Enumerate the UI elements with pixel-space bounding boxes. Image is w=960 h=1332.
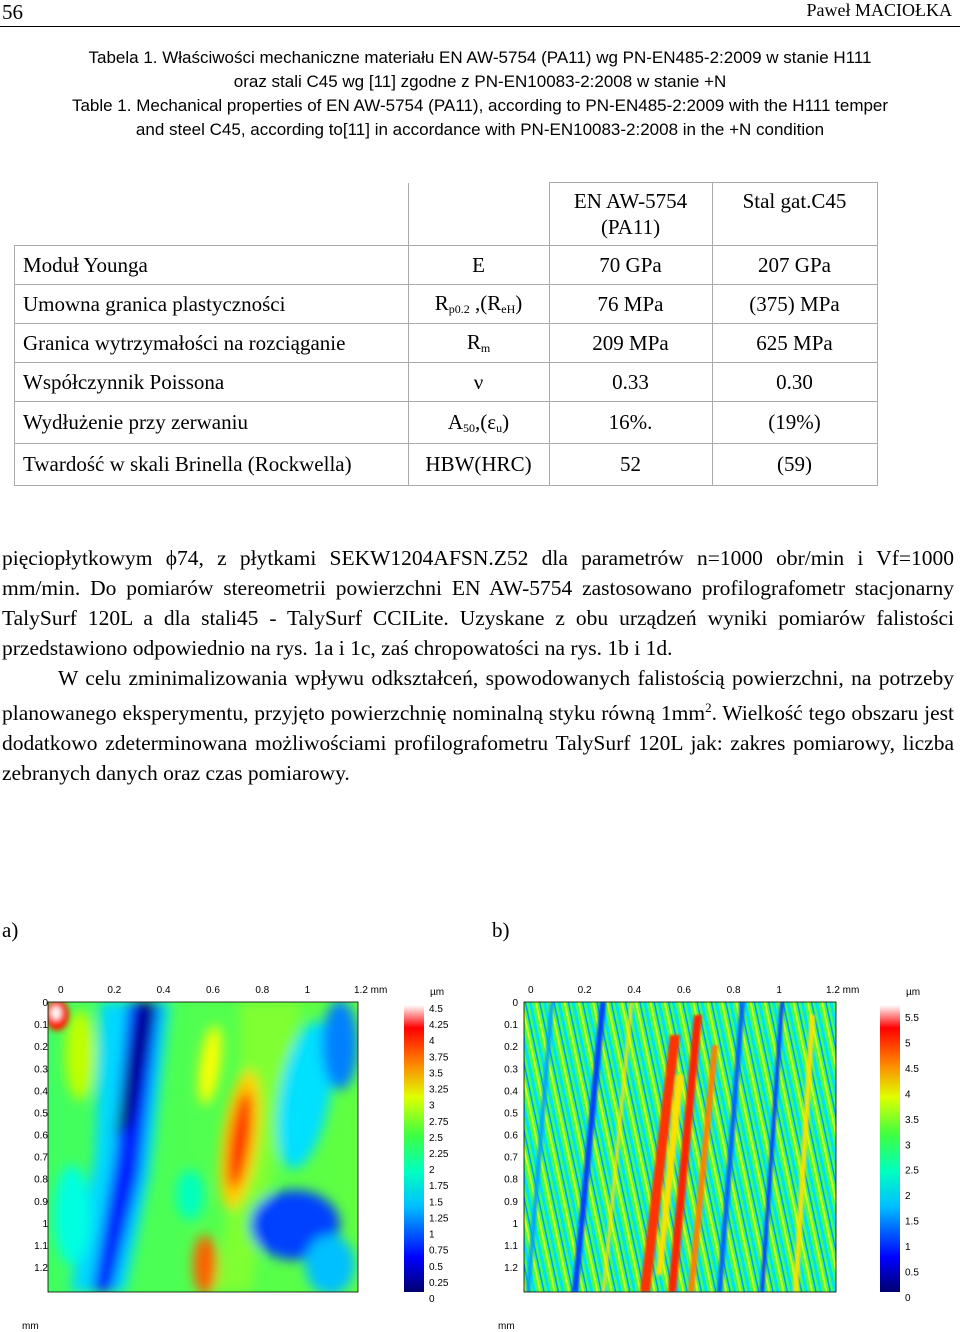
y-tick-label: 0.7 [504, 1152, 518, 1164]
y-tick-label: 0 [512, 998, 518, 1009]
y-tick-label: 0.3 [504, 1064, 518, 1076]
value-aw5754: 16%. [549, 402, 712, 444]
colorbar-tick-label: 1.75 [429, 1181, 449, 1193]
y-tick-label: 0.9 [34, 1196, 48, 1208]
empty-cell [408, 183, 549, 246]
property-symbol: $R_m$ [408, 324, 549, 363]
colorbar-tick-label: 3.5 [429, 1068, 443, 1080]
y-tick-label: 0.2 [34, 1042, 48, 1054]
property-name: Wydłużenie przy zerwaniu [15, 402, 409, 444]
value-c45: (19%) [712, 402, 877, 444]
y-tick-label: 0.1 [34, 1020, 48, 1032]
colorbar-tick-label: 2.5 [429, 1132, 443, 1144]
y-tick-label: 1 [512, 1218, 518, 1230]
table-caption-en-2: and steel C45, according to[11] in accordance with PN-EN10083-2:2008 in the +N condition [135, 120, 825, 139]
x-tick-label: 0.2 [107, 985, 122, 996]
heatmap-b [524, 1002, 836, 1292]
y-tick-label: 1.2 [34, 1263, 48, 1274]
colorbar-tick-label: 4.25 [429, 1020, 449, 1032]
table-row [15, 402, 878, 444]
heatmap-a [45, 999, 358, 1295]
colorbar-tick-label: 0.5 [429, 1261, 443, 1273]
colorbar-tick-label: 1 [905, 1242, 911, 1254]
value-aw5754: 70 GPa [549, 246, 712, 285]
y-tick-label: 1 [42, 1218, 48, 1230]
figure-label-b: b) [492, 918, 510, 942]
colorbar-tick-label: 4.5 [429, 1004, 443, 1015]
table-caption-pl-2: oraz stali C45 wg [11] zgodne z PN-EN10083-2:2008 w stanie +N [233, 72, 727, 91]
colorbar-tick-label: 2.5 [905, 1165, 919, 1177]
table-row [15, 246, 878, 285]
properties-table [14, 182, 878, 486]
x-tick-label: 1.2 mm [354, 985, 388, 996]
y-axis-unit: mm [498, 1321, 515, 1332]
value-c45: (375) MPa [712, 285, 877, 324]
y-tick-label: 0.6 [34, 1130, 48, 1142]
table-row [15, 363, 878, 402]
colorbar-unit: µm [906, 987, 921, 998]
y-tick-label: 1.1 [34, 1240, 48, 1252]
y-axis-ticks [504, 998, 518, 1274]
property-name: Twardość w skali Brinella (Rockwella) [15, 444, 409, 486]
colorbar-tick-label: 2.25 [429, 1149, 449, 1160]
colorbar-tick-label: 2.75 [429, 1116, 449, 1128]
y-axis-unit: mm [22, 1321, 39, 1332]
y-tick-label: 0.6 [504, 1130, 518, 1142]
value-c45: 0.30 [712, 363, 877, 402]
x-tick-label: 0.6 [677, 985, 691, 996]
y-tick-label: 0 [42, 998, 48, 1009]
colorbar-tick-label: 1.5 [905, 1216, 919, 1228]
value-c45: 625 MPa [712, 324, 877, 363]
col-header-aw5754-a: EN AW-5754 [573, 189, 688, 213]
x-tick-label: 0.6 [206, 985, 220, 996]
colorbar-tick-label: 3 [905, 1140, 911, 1152]
table-caption-pl-1: Tabela 1. Właściwości mechaniczne materiału EN AW-5754 (PA11) wg PN-EN485-2:2009 w stanie H111 [88, 48, 872, 67]
property-symbol: E [408, 246, 549, 285]
colorbar-tick-label: 1.5 [429, 1197, 443, 1209]
y-tick-label: 0.2 [504, 1042, 518, 1054]
property-symbol: ν [408, 363, 549, 402]
x-axis-ticks [528, 985, 859, 996]
colorbar-tick-label: 0 [429, 1294, 435, 1305]
x-tick-label: 0 [528, 985, 534, 996]
property-name: Granica wytrzymałości na rozciąganie [15, 324, 409, 363]
y-tick-label: 1.2 [504, 1263, 518, 1274]
colorbar-tick-label: 0.5 [905, 1267, 919, 1279]
colorbar-unit: µm [430, 987, 445, 998]
header-rule [0, 26, 960, 27]
property-symbol: $R_{p0.2}$ $,(R_{eH})$ [408, 285, 549, 324]
y-tick-label: 0.5 [504, 1108, 518, 1120]
property-symbol: $A_{50},(\varepsilon_u)$ [408, 402, 549, 444]
x-tick-label: 1 [304, 985, 311, 996]
property-symbol: HBW(HRC) [408, 444, 549, 486]
x-tick-label: 0.4 [627, 985, 642, 996]
colorbar-tick-label: 0.25 [429, 1277, 449, 1289]
table-header-row [15, 183, 878, 246]
colorbar-tick-label: 1.25 [429, 1213, 449, 1225]
x-tick-label: 0 [58, 985, 64, 996]
col-header-aw5754-b: (PA11) [600, 215, 661, 239]
table-row [15, 285, 878, 324]
colorbar-tick-label: 2 [905, 1191, 911, 1203]
value-aw5754: 0.33 [549, 363, 712, 402]
col-header-c45: Stal gat.C45 [712, 183, 877, 246]
y-tick-label: 0.8 [504, 1174, 518, 1186]
colorbar-tick-label: 4.5 [905, 1063, 919, 1075]
colorbar-tick-label: 2 [429, 1165, 435, 1177]
y-tick-label: 0.9 [504, 1196, 518, 1208]
y-tick-label: 0.7 [34, 1152, 48, 1164]
colorbar-tick-label: 3.75 [429, 1052, 449, 1064]
y-tick-label: 0.1 [504, 1020, 518, 1032]
colorbar-tick-label: 4 [429, 1036, 435, 1048]
colorbar-tick-label: 0.75 [429, 1245, 449, 1257]
figure-b-roughness-map [480, 975, 960, 1332]
colorbar-tick-label: 0 [905, 1293, 911, 1304]
paragraph-1: pięciopłytkowym ϕ74, z płytkami SEKW1204AFSN.Z52 dla parametrów n=1000 obr/min i Vf=1000 mm/min. Do pomiarów stereometrii powierzchni EN AW-5754 zastosowano profilografometr stacjonarny TalySurf 120L a dla stali45 - TalySurf CCILite. Uzyskane z obu urządzeń wyniki pomiarów falistości przedstawiono odpowiednio na rys. 1a i 1c, zaś chropowatości na rys. 1b i 1d. [2, 546, 954, 660]
y-tick-label: 0.8 [34, 1174, 48, 1186]
figure-a-waviness-map [0, 975, 470, 1332]
colorbar-tick-label: 5.5 [905, 1013, 919, 1024]
x-tick-label: 1 [776, 985, 782, 996]
colorbar-tick-label: 3 [429, 1100, 435, 1112]
table-row [15, 444, 878, 486]
x-tick-label: 0.8 [255, 985, 270, 996]
x-tick-label: 0.4 [156, 985, 171, 996]
colorbar-ticks [429, 1004, 449, 1305]
body-text [2, 543, 954, 788]
colorbar-tick-label: 4 [905, 1089, 911, 1101]
colorbar-b [880, 1005, 900, 1292]
value-aw5754: 52 [549, 444, 712, 486]
value-aw5754: 209 MPa [549, 324, 712, 363]
figure-label-a: a) [2, 918, 19, 942]
colorbar-a [404, 1005, 424, 1292]
y-axis-ticks [34, 998, 48, 1274]
y-tick-label: 0.4 [34, 1086, 48, 1098]
x-tick-label: 1.2 mm [826, 985, 860, 996]
x-axis-ticks [58, 985, 387, 996]
paragraph-2: W celu zminimalizowania wpływu odkształceń, spowodowanych falistością powierzchni, na potrzeby planowanego eksperymentu, przyjęto powierzchnię nominalną styku równą $1mm^2$. Wielkość tego obszaru jest dodatkowo zdeterminowana możliwościami profilografometru TalySurf 120L jak: zakres pomiarowy, liczba zebranych danych oraz czas pomiarowy. [2, 666, 955, 786]
value-c45: (59) [712, 444, 877, 486]
property-name: Moduł Younga [15, 246, 409, 285]
colorbar-tick-label: 3.25 [429, 1084, 449, 1096]
empty-cell [15, 183, 409, 246]
y-tick-label: 0.4 [504, 1086, 518, 1098]
x-tick-label: 0.8 [726, 985, 741, 996]
colorbar-tick-label: 3.5 [905, 1114, 919, 1126]
table-caption-en-1: Table 1. Mechanical properties of EN AW-5754 (PA11), according to PN-EN485-2:2009 with the H111 temper [71, 96, 889, 115]
x-tick-label: 0.2 [577, 985, 592, 996]
colorbar-ticks [905, 1013, 919, 1304]
page-number: 56 [2, 0, 23, 24]
value-aw5754: 76 MPa [549, 285, 712, 324]
property-name: Umowna granica plastyczności [15, 285, 409, 324]
running-author: Paweł MACIOŁKA [806, 0, 952, 20]
colorbar-tick-label: 1 [429, 1229, 435, 1241]
y-tick-label: 0.5 [34, 1108, 48, 1120]
col-header-aw5754 [549, 183, 712, 246]
table-row [15, 324, 878, 363]
value-c45: 207 GPa [712, 246, 877, 285]
y-tick-label: 0.3 [34, 1064, 48, 1076]
colorbar-tick-label: 5 [905, 1038, 911, 1050]
property-name: Współczynnik Poissona [15, 363, 409, 402]
y-tick-label: 1.1 [504, 1240, 518, 1252]
